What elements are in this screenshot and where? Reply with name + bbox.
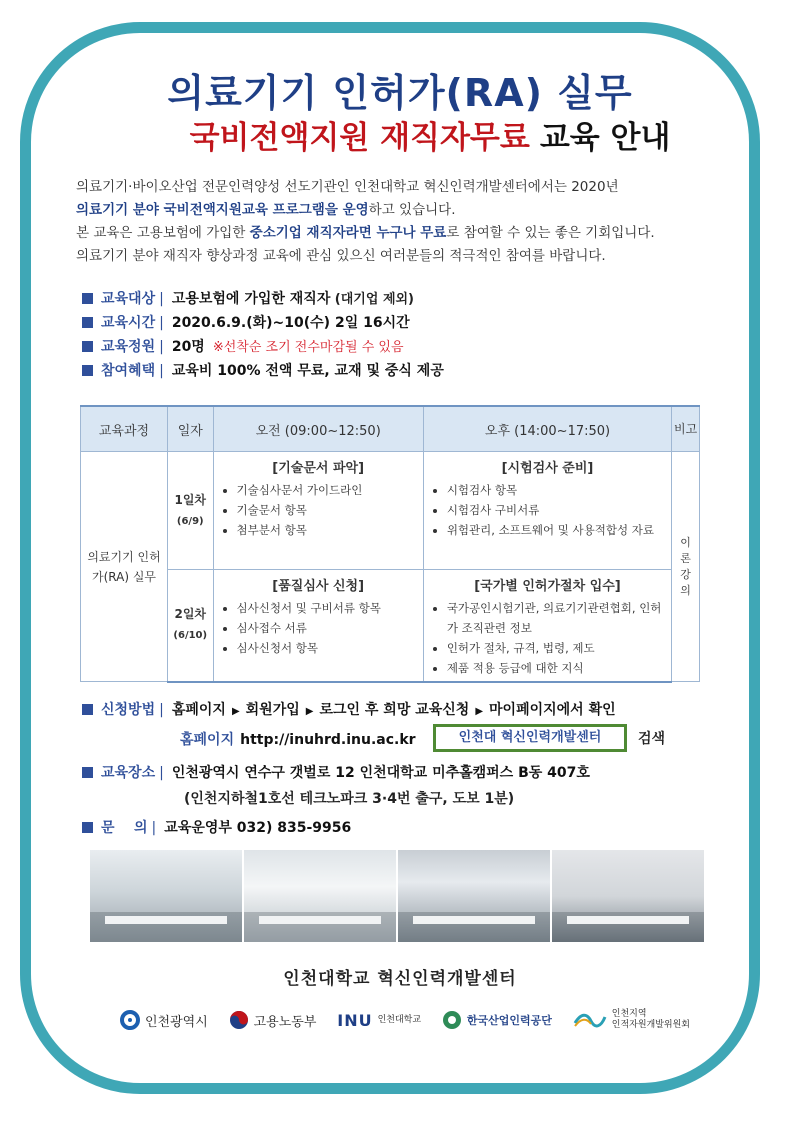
logo-incheon-city bbox=[120, 1010, 208, 1030]
apply-steps-row bbox=[82, 697, 742, 723]
list-item: • 시험검사 항목 bbox=[447, 480, 670, 500]
lab-photo bbox=[244, 850, 396, 942]
table-header-row bbox=[81, 406, 700, 452]
day-cell bbox=[168, 570, 214, 682]
apply-label: 신청방법 bbox=[101, 702, 156, 718]
info-row-capacity bbox=[82, 335, 722, 359]
inu-mark: INU bbox=[337, 1010, 373, 1030]
session-topic-list bbox=[215, 598, 422, 658]
apply-step: 회원가입 bbox=[245, 702, 300, 718]
session-cell bbox=[213, 452, 423, 570]
info-value: 고용보험에 가입한 재직자 bbox=[171, 291, 331, 307]
list-item: • 기술심사문서 가이드라인 bbox=[237, 480, 422, 500]
square-bullet-icon bbox=[82, 293, 93, 304]
intro-line-3-b: 로 참여할 수 있는 좋은 기회입니다. bbox=[446, 225, 655, 241]
session-topic-list bbox=[425, 598, 670, 678]
page-subtitle bbox=[150, 112, 710, 157]
list-item: • 국가공인시험기관, 의료기기관련협회, 인허가 조직관련 정보 bbox=[447, 598, 670, 638]
day-label: 1일차 bbox=[174, 492, 207, 507]
note-cell: 이론 강의 bbox=[672, 452, 700, 682]
hrdkorea-emblem-icon bbox=[442, 1010, 462, 1030]
info-value: 2020.6.9.(화)~10(수) 2일 16시간 bbox=[171, 315, 410, 331]
divider: | bbox=[151, 820, 157, 836]
incheon-city-emblem-icon bbox=[120, 1010, 140, 1030]
subtitle-highlight: 국비전액지원 재직자무료 bbox=[189, 120, 530, 156]
apply-method bbox=[82, 697, 742, 723]
info-label: 교육시간 bbox=[101, 315, 156, 331]
logo-incheon-hrd-council bbox=[573, 1009, 690, 1031]
list-item: • 인허가 절차, 규격, 법령, 제도 bbox=[447, 638, 670, 658]
course-info-list bbox=[82, 287, 722, 383]
day-date: (6/9) bbox=[176, 515, 204, 527]
info-value: 20명 bbox=[171, 339, 205, 355]
intro-highlight-free: 중소기업 재직자라면 누구나 무료 bbox=[249, 225, 447, 241]
triangle-right-icon: ▶ bbox=[231, 706, 240, 717]
intro-line-1: 의료기기·바이오산업 전문인력양성 선도기관인 인천대학교 혁신인력개발센터에서는 2020년 bbox=[76, 179, 619, 195]
session-title: [시험검사 준비] bbox=[501, 461, 594, 476]
organization-name: 인천대학교 혁신인력개발센터 bbox=[283, 969, 517, 989]
info-label: 교육대상 bbox=[101, 291, 156, 307]
triangle-right-icon: ▶ bbox=[475, 706, 484, 717]
homepage-label: 홈페이지 bbox=[180, 732, 235, 748]
divider: | bbox=[159, 339, 164, 355]
venue-row bbox=[82, 760, 590, 786]
logo-text: 고용노동부 bbox=[253, 1014, 317, 1030]
square-bullet-icon bbox=[82, 704, 93, 715]
intro-paragraph bbox=[76, 176, 736, 268]
table-row bbox=[81, 570, 700, 682]
venue-address: 인천광역시 연수구 갯벌로 12 인천대학교 미추홀캠퍼스 B동 407호 bbox=[171, 765, 590, 781]
info-label: 참여혜택 bbox=[101, 363, 156, 379]
logo-text bbox=[612, 1009, 690, 1031]
divider: | bbox=[159, 765, 164, 781]
session-topic-list bbox=[425, 480, 670, 540]
classroom-photo bbox=[398, 850, 550, 942]
apply-step: 홈페이지 bbox=[171, 702, 226, 718]
day-cell bbox=[168, 452, 214, 570]
course-name-cell: 의료기기 인허가(RA) 실무 bbox=[81, 452, 168, 682]
header-day: 일자 bbox=[168, 406, 214, 452]
wave-emblem-icon bbox=[573, 1011, 607, 1029]
venue-label: 교육장소 bbox=[101, 765, 156, 781]
header-pm: 오후 (14:00~17:50) bbox=[423, 406, 671, 452]
intro-line-3 bbox=[76, 222, 736, 245]
list-item: • 시험검사 구비서류 bbox=[447, 500, 670, 520]
list-item: • 기술문서 항목 bbox=[237, 500, 422, 520]
square-bullet-icon bbox=[82, 365, 93, 376]
logo-text-line: 인천지역 bbox=[611, 1009, 647, 1019]
page-title: 의료기기 인허가(RA) 실무 bbox=[167, 71, 633, 115]
lab-photo bbox=[90, 850, 242, 942]
venue-directions: (인천지하철1호선 테크노파크 3·4번 출구, 도보 1분) bbox=[184, 791, 515, 807]
list-item: • 위험관리, 소프트웨어 및 사용적합성 자료 bbox=[447, 520, 670, 540]
session-title: [국가별 인허가절차 입수] bbox=[474, 579, 621, 594]
divider: | bbox=[159, 291, 164, 307]
session-title: [품질심사 신청] bbox=[272, 579, 365, 594]
partner-logos bbox=[120, 1003, 690, 1037]
venue-info bbox=[82, 760, 590, 812]
subtitle-rest: 교육 안내 bbox=[539, 120, 671, 156]
contact-row bbox=[82, 815, 351, 841]
square-bullet-icon bbox=[82, 767, 93, 778]
intro-line-2-rest: 하고 있습니다. bbox=[368, 202, 456, 218]
info-row-target bbox=[82, 287, 722, 311]
capacity-warning: ※선착순 조기 전수마감될 수 있음 bbox=[212, 340, 404, 355]
apply-step: 로그인 후 희망 교육신청 bbox=[319, 702, 470, 718]
list-item: • 심사신청서 항목 bbox=[237, 638, 422, 658]
session-cell bbox=[423, 570, 671, 682]
apply-step: 마이페이지에서 확인 bbox=[489, 702, 616, 718]
square-bullet-icon bbox=[82, 822, 93, 833]
logo-text: 인천대학교 bbox=[377, 1014, 422, 1025]
list-item: • 제품 적용 등급에 대한 지식 bbox=[447, 658, 670, 678]
intro-line-2 bbox=[76, 199, 736, 222]
logo-text: 한국산업인력공단 bbox=[466, 1014, 552, 1027]
logo-inu bbox=[337, 1011, 421, 1030]
search-word: 검색 bbox=[638, 731, 666, 747]
homepage-row bbox=[180, 726, 416, 754]
intro-line-4: 의료기기 분야 재직자 향상과정 교육에 관심 있으신 여러분들의 적극적인 참여를 바랍니다. bbox=[76, 248, 606, 264]
logo-text-line: 인적자원개발위원회 bbox=[611, 1020, 690, 1030]
taegeuk-emblem-icon bbox=[229, 1010, 249, 1030]
header-note: 비고 bbox=[672, 406, 700, 452]
info-row-time bbox=[82, 311, 722, 335]
table-row bbox=[81, 452, 700, 570]
header-am: 오전 (09:00~12:50) bbox=[213, 406, 423, 452]
schedule-table bbox=[80, 405, 700, 683]
info-note: (대기업 제외) bbox=[334, 292, 414, 307]
search-term-box: 인천대 혁신인력개발센터 bbox=[433, 724, 627, 752]
intro-line-3-a: 본 교육은 고용보험에 가입한 bbox=[76, 225, 250, 241]
triangle-right-icon: ▶ bbox=[305, 706, 314, 717]
logo-ministry-labor bbox=[229, 1010, 317, 1030]
info-row-benefit bbox=[82, 359, 722, 383]
day-label: 2일차 bbox=[174, 607, 207, 622]
session-topic-list bbox=[215, 480, 422, 540]
classroom-photo bbox=[552, 850, 704, 942]
contact-label: 문 의 bbox=[101, 820, 148, 836]
training-photos bbox=[90, 850, 704, 942]
session-cell bbox=[213, 570, 423, 682]
contact-value: 교육운영부 032) 835-9956 bbox=[164, 820, 352, 836]
day-date: (6/10) bbox=[173, 630, 208, 642]
intro-highlight-program: 의료기기 분야 국비전액지원교육 프로그램을 운영 bbox=[76, 202, 369, 218]
logo-hrdkorea bbox=[442, 1010, 552, 1030]
divider: | bbox=[159, 315, 164, 331]
info-value: 교육비 100% 전액 무료, 교재 및 중식 제공 bbox=[171, 363, 444, 379]
logo-text: 인천광역시 bbox=[145, 1014, 208, 1030]
divider: | bbox=[159, 702, 164, 718]
square-bullet-icon bbox=[82, 341, 93, 352]
list-item: • 심사접수 서류 bbox=[237, 618, 422, 638]
session-title: [기술문서 파악] bbox=[272, 461, 365, 476]
square-bullet-icon bbox=[82, 317, 93, 328]
homepage-link[interactable]: http://inuhrd.inu.ac.kr bbox=[240, 732, 416, 748]
list-item: • 심사신청서 및 구비서류 항목 bbox=[237, 598, 422, 618]
info-label: 교육정원 bbox=[101, 339, 156, 355]
session-cell bbox=[423, 452, 671, 570]
header-course: 교육과정 bbox=[81, 406, 168, 452]
list-item: • 첨부분서 항목 bbox=[237, 520, 422, 540]
divider: | bbox=[159, 363, 164, 379]
